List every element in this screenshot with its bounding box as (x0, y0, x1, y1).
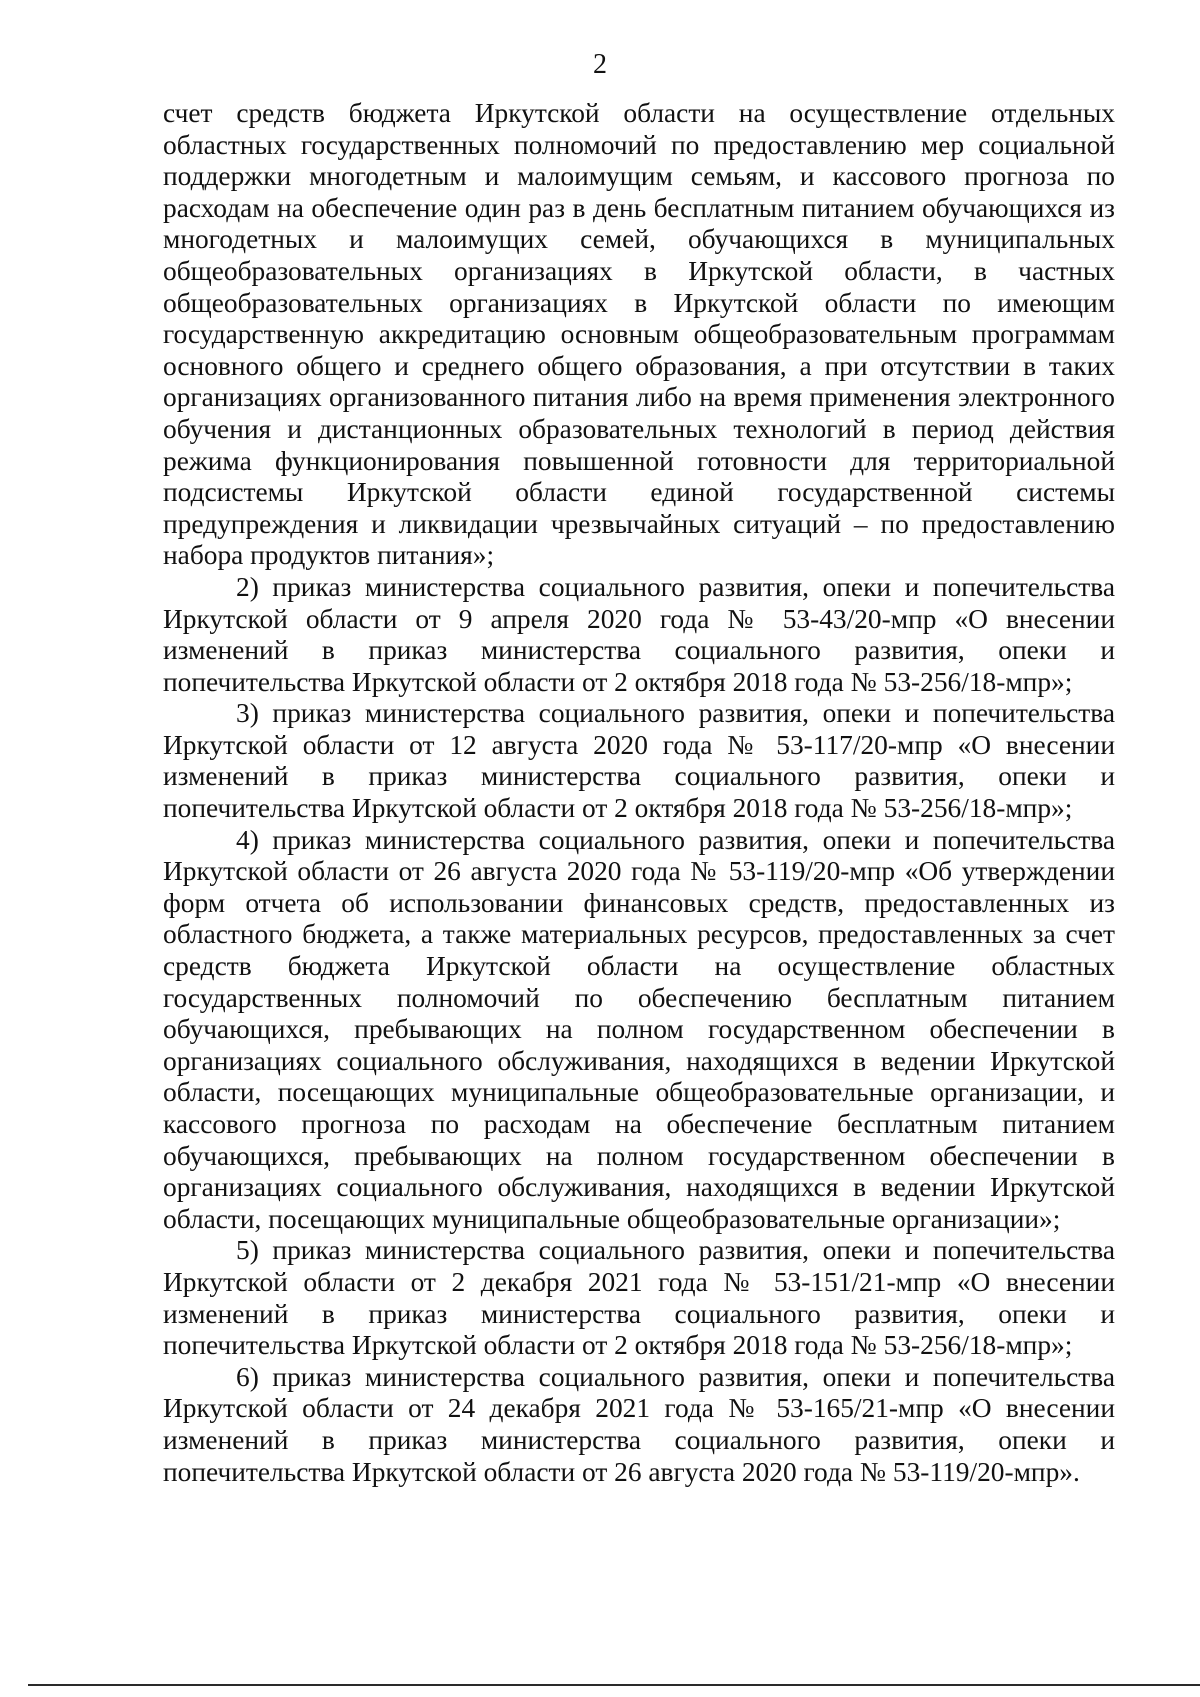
list-item-4: 4) приказ министерства социального развития, опеки и попечительства Иркутской области от 26 августа 2020 года № 53-119/20-мпр «Об утверждении форм отчета об использовании финансовых средств, предоставленных из областного бюджета, а также материальных ресурсов, предоставленных за счет средств бюджета Иркутской области на осуществление областных государственных полномочий по обеспечению бесплатным питанием обучающихся, пребывающих на полном государственном обеспечении в организациях социального обслуживания, находящихся в ведении Иркутской области, посещающих муниципальные общеобразовательные организации, и кассового прогноза по расходам на обеспечение бесплатным питанием обучающихся, пребывающих на полном государственном обеспечении в организациях социального обслуживания, находящихся в ведении Иркутской области, посещающих муниципальные общеобразовательные организации»; (163, 824, 1115, 1234)
page-bottom-edge-line (28, 1684, 1200, 1686)
list-item-6: 6) приказ министерства социального развития, опеки и попечительства Иркутской области от 24 декабря 2021 года № 53-165/21-мпр «О внесении изменений в приказ министерства социального развития, опеки и попечительства Иркутской области от 26 августа 2020 года № 53-119/20-мпр». (163, 1361, 1115, 1487)
list-item-5: 5) приказ министерства социального развития, опеки и попечительства Иркутской области от 2 декабря 2021 года № 53-151/21-мпр «О внесении изменений в приказ министерства социального развития, опеки и попечительства Иркутской области от 2 октября 2018 года № 53-256/18-мпр»; (163, 1235, 1115, 1361)
paragraph-continuation: счет средств бюджета Иркутской области на осуществление отдельных областных государственных полномочий по предоставлению мер социальной поддержки многодетным и малоимущим семьям, и кассового прогноза по расходам на обеспечение один раз в день бесплатным питанием обучающихся из многодетных и малоимущих семей, обучающихся в муниципальных общеобразовательных организациях в Иркутской области, в частных общеобразовательных организациях в Иркутской области по имеющим государственную аккредитацию основным общеобразовательным программам основного общего и среднего общего образования, а при отсутствии в таких организациях организованного питания либо на время применения электронного обучения и дистанционных образовательных технологий в период действия режима функционирования повышенной готовности для территориальной подсистемы Иркутской области единой государственной системы предупреждения и ликвидации чрезвычайных ситуаций – по предоставлению набора продуктов питания»; (163, 98, 1115, 571)
document-body (163, 98, 1115, 1488)
list-item-3: 3) приказ министерства социального развития, опеки и попечительства Иркутской области от 12 августа 2020 года № 53-117/20-мпр «О внесении изменений в приказ министерства социального развития, опеки и попечительства Иркутской области от 2 октября 2018 года № 53-256/18-мпр»; (163, 698, 1115, 824)
list-item-2: 2) приказ министерства социального развития, опеки и попечительства Иркутской области от 9 апреля 2020 года № 53-43/20-мпр «О внесении изменений в приказ министерства социального развития, опеки и попечительства Иркутской области от 2 октября 2018 года № 53-256/18-мпр»; (163, 571, 1115, 697)
page-number: 2 (593, 49, 607, 80)
